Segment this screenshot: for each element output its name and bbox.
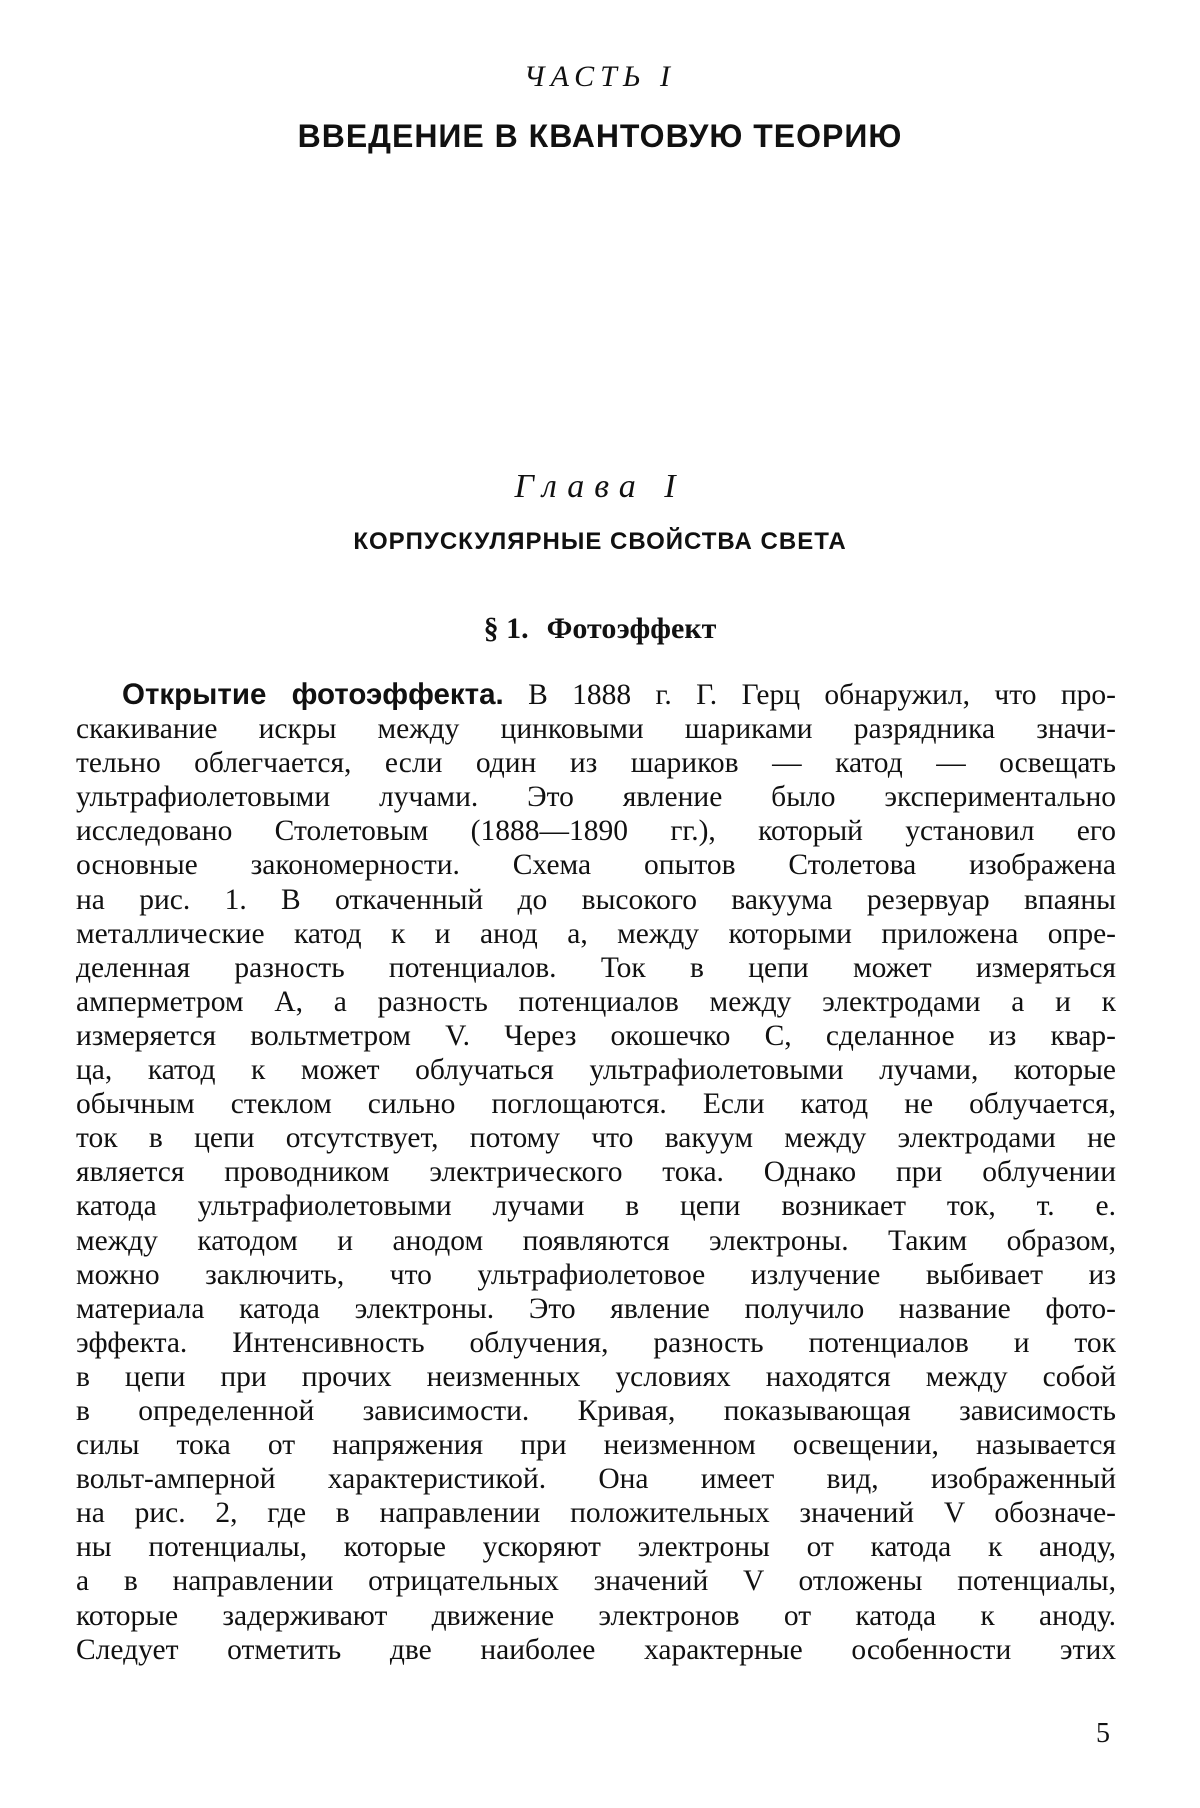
body-line: а в направлении отрицательных значений V отложены потенциалы, — [76, 1565, 1116, 1598]
body-line: Следует отметить две наиболее характерные особенности этих — [76, 1633, 1116, 1666]
page-number: 5 — [1096, 1718, 1110, 1749]
body-line: вольт-амперной характеристикой. Она имеет вид, изображенный — [76, 1463, 1116, 1496]
body-line: ток в цепи отсутствует, потому что вакуум между электродами не — [76, 1122, 1116, 1155]
body-line: основные закономерности. Схема опытов Столетова изображена — [76, 849, 1116, 882]
body-line: катода ультрафиолетовыми лучами в цепи возникает ток, т. е. — [76, 1190, 1116, 1223]
body-line: в цепи при прочих неизменных условиях находятся между собой — [76, 1360, 1116, 1393]
chapter-label: Глава I — [514, 468, 686, 505]
body-line: обычным стеклом сильно поглощаются. Если катод не облучается, — [76, 1088, 1116, 1121]
section-title: Фотоэффект — [546, 612, 717, 645]
body-line: исследовано Столетовым (1888—1890 гг.), который установил его — [76, 815, 1116, 848]
body-line: скакивание искры между цинковыми шариками разрядника значи- — [76, 713, 1116, 746]
body-line: является проводником электрического тока. Однако при облучении — [76, 1156, 1116, 1189]
part-label: ЧАСТЬ I — [523, 60, 677, 93]
section-number: § 1. — [483, 612, 529, 645]
body-line: материала катода электроны. Это явление получило название фото- — [76, 1292, 1116, 1325]
chapter-title: КОРПУСКУЛЯРНЫЕ СВОЙСТВА СВЕТА — [353, 528, 847, 555]
body-line — [76, 678, 1116, 712]
body-line: силы тока от напряжения при неизменном освещении, называется — [76, 1429, 1116, 1462]
body-line: в определенной зависимости. Кривая, показывающая зависимость — [76, 1394, 1116, 1427]
body-line: между катодом и анодом появляются электроны. Таким образом, — [76, 1224, 1116, 1257]
body-line: на рис. 2, где в направлении положительных значений V обозначе- — [76, 1497, 1116, 1530]
body-line: деленная разность потенциалов. Ток в цепи может измеряться — [76, 951, 1116, 984]
body-line: ца, катод к может облучаться ультрафиолетовыми лучами, которые — [76, 1054, 1116, 1087]
body-line: амперметром А, а разность потенциалов между электродами а и к — [76, 985, 1116, 1018]
body-line: на рис. 1. В откаченный до высокого вакуума резервуар впаяны — [76, 883, 1116, 916]
body-line: ультрафиолетовыми лучами. Это явление было экспериментально — [76, 781, 1116, 814]
section-heading — [0, 612, 1200, 646]
body-line: которые задерживают движение электронов от катода к аноду. — [76, 1599, 1116, 1632]
body-text — [76, 678, 1116, 1667]
body-line: ны потенциалы, которые ускоряют электроны от катода к аноду, — [76, 1531, 1116, 1564]
body-line: измеряется вольтметром V. Через окошечко С, сделанное из квар- — [76, 1019, 1116, 1052]
body-line: тельно облегчается, если один из шариков — катод — освещать — [76, 747, 1116, 780]
body-line: можно заключить, что ультрафиолетовое излучение выбивает из — [76, 1258, 1116, 1291]
body-line: металлические катод к и анод а, между которыми приложена опре- — [76, 917, 1116, 950]
part-title: ВВЕДЕНИЕ В КВАНТОВУЮ ТЕОРИЮ — [297, 118, 903, 154]
body-line-text: В 1888 г. Г. Герц обнаружил, что про- — [503, 679, 1116, 711]
paragraph-lead: Открытие фотоэффекта. — [122, 678, 504, 711]
body-line: эффекта. Интенсивность облучения, разность потенциалов и ток — [76, 1326, 1116, 1359]
